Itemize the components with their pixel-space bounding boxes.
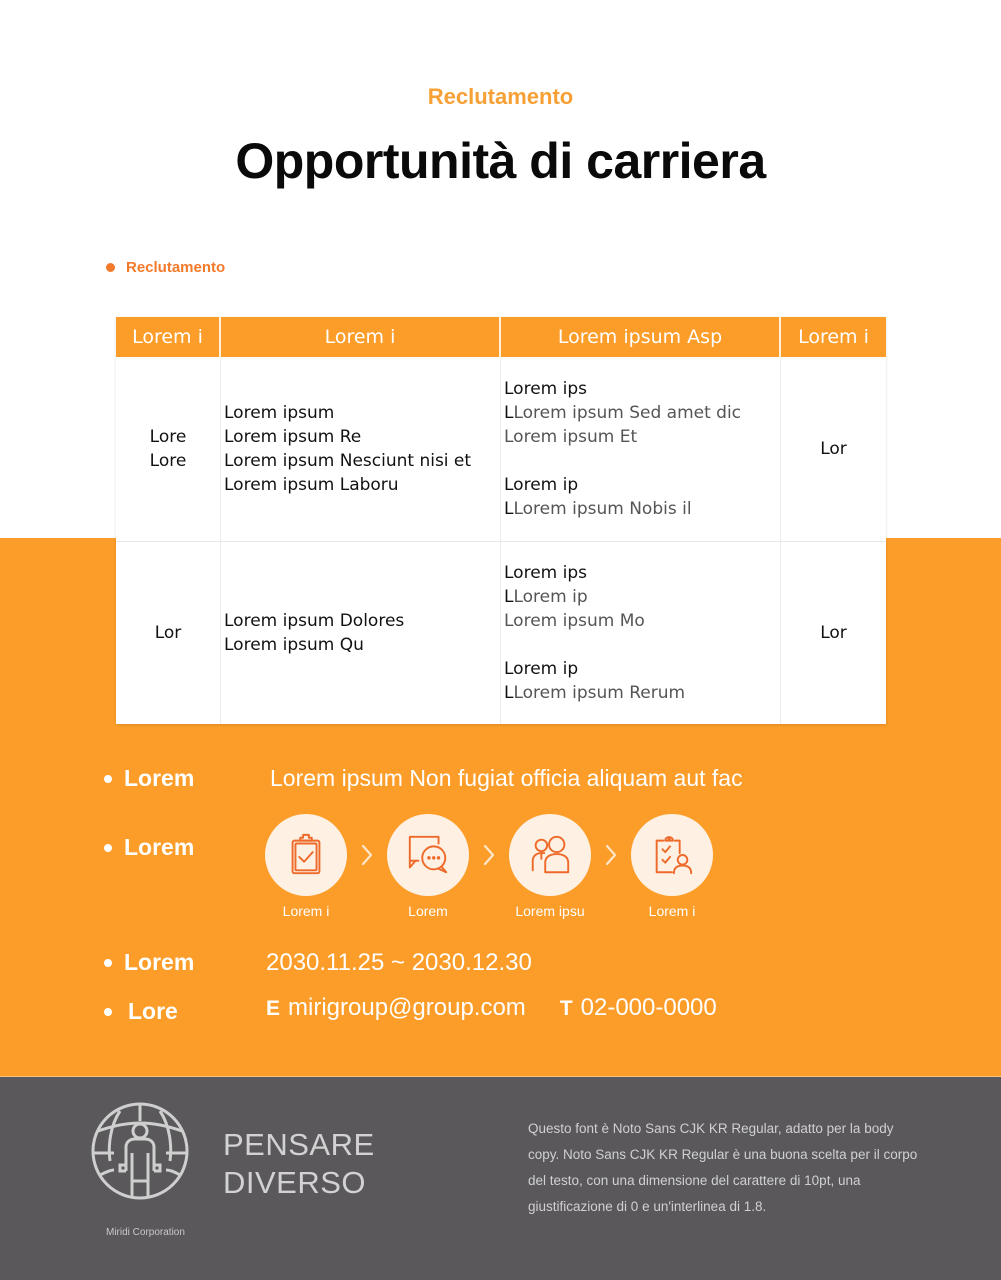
- step-caption: Lorem ipsu: [515, 903, 585, 919]
- entry-text: Lorem ipsum Rerum: [513, 683, 686, 703]
- process-step: [387, 814, 469, 919]
- info-label: Lore: [128, 998, 178, 1024]
- section-heading-label: Reclutamento: [126, 259, 226, 276]
- entry-heading: Lorem ips: [504, 563, 587, 583]
- info-row-process: [104, 834, 194, 861]
- bullet-dot-icon: [106, 263, 115, 272]
- phone-key: T: [559, 997, 573, 1020]
- cell-entry: [504, 561, 645, 633]
- checklist-person-icon: [631, 814, 713, 896]
- bullet-dot-icon: [104, 959, 112, 967]
- table-header-cell: Lorem ipsum Asp: [501, 317, 781, 357]
- bullet-dot-icon: [104, 1008, 112, 1016]
- step-caption: Lorem i: [648, 903, 696, 919]
- cell-text: Lor: [154, 623, 182, 643]
- entry-line: [504, 497, 692, 521]
- table-cell: [221, 357, 501, 541]
- section-heading: [106, 259, 225, 276]
- entry-line: [504, 401, 741, 425]
- application-period: 2030.11.25 ~ 2030.12.30: [266, 949, 532, 976]
- info-label: Lorem: [124, 765, 195, 791]
- info-row-contact: [104, 998, 178, 1025]
- table-header-cell: Lorem i: [798, 326, 869, 348]
- email-key: E: [266, 997, 281, 1020]
- contact-info: [266, 994, 717, 1022]
- brand-line: DIVERSO: [223, 1165, 367, 1200]
- entry-line: [504, 681, 685, 705]
- process-step: [265, 814, 347, 919]
- entry-prefix: L: [504, 403, 514, 423]
- info-label: Lorem: [124, 949, 195, 975]
- table-cell: [781, 357, 886, 541]
- table-header-cell: Lorem i: [221, 317, 501, 357]
- bullet-dot-icon: [104, 844, 112, 852]
- recruitment-table: [116, 317, 886, 724]
- entry-prefix: L: [504, 499, 514, 519]
- entry-line: [504, 585, 645, 609]
- entry-text: Lorem ip: [513, 587, 588, 607]
- company-name: Miridi Corporation: [106, 1227, 185, 1238]
- cell-text: Lorem ipsum Dolores: [224, 611, 405, 631]
- cell-entry: [504, 377, 741, 449]
- entry-heading: Lorem ip: [504, 475, 579, 495]
- table-row: [116, 357, 886, 542]
- email-link[interactable]: mirigroup@group.com: [288, 994, 526, 1021]
- brand-name: [223, 1126, 375, 1202]
- chat-bubbles-icon: [387, 814, 469, 896]
- chevron-right-icon: [469, 814, 509, 896]
- process-steps: [265, 814, 713, 919]
- chevron-right-icon: [347, 814, 387, 896]
- people-icon: [509, 814, 591, 896]
- cell-text: Lorem ipsum Nesciunt nisi et: [224, 451, 472, 471]
- cell-text: Lorem ipsum: [224, 403, 335, 423]
- globe-person-logo-icon: [90, 1101, 190, 1201]
- table-row: [116, 542, 886, 724]
- cell-entry: [504, 473, 692, 521]
- process-step: [631, 814, 713, 919]
- entry-heading: Lorem ips: [504, 379, 587, 399]
- info-row-period: [104, 949, 194, 976]
- phone-number[interactable]: 02-000-0000: [580, 994, 717, 1021]
- footer-note: Questo font è Noto Sans CJK KR Regular, adatto per la body copy. Noto Sans CJK KR Regular è una buona scelta per il corpo del testo, con una dimensione del carattere di 10pt, una giustificazione di 0 e un'interlinea di 1.8.: [528, 1121, 918, 1214]
- table-cell: [221, 542, 501, 724]
- info-label: Lorem: [124, 834, 195, 860]
- entry-prefix: L: [504, 683, 514, 703]
- cell-text: Lorem ipsum Re: [224, 427, 362, 447]
- entry-heading: Lorem ip: [504, 659, 579, 679]
- entry-line: Lorem ipsum Et: [504, 427, 638, 447]
- chevron-right-icon: [591, 814, 631, 896]
- bullet-dot-icon: [104, 775, 112, 783]
- entry-line: Lorem ipsum Mo: [504, 611, 645, 631]
- cell-text: Lor: [820, 623, 847, 643]
- info-description-value: Lorem ipsum Non fugiat officia aliquam aut fac: [270, 765, 743, 791]
- cell-text: Lorem ipsum Laboru: [224, 475, 399, 495]
- step-caption: Lorem: [408, 903, 448, 919]
- table-header-cell: Lorem i: [116, 317, 221, 357]
- entry-text: Lorem ipsum Nobis il: [513, 499, 692, 519]
- table-header-row: [116, 317, 886, 357]
- cell-entry: [504, 657, 685, 705]
- brand-line: PENSARE: [223, 1127, 375, 1162]
- cell-text: Lore: [149, 427, 187, 447]
- table-cell: [116, 542, 221, 724]
- cell-text: Lorem ipsum Qu: [224, 635, 364, 655]
- table-cell: [501, 357, 781, 541]
- clipboard-check-icon: [265, 814, 347, 896]
- entry-prefix: L: [504, 587, 514, 607]
- process-step: [509, 814, 591, 919]
- cell-text: Lor: [820, 439, 847, 459]
- cell-text: Lore: [149, 451, 187, 471]
- eyebrow-label: Reclutamento: [427, 84, 574, 109]
- table-cell: [781, 542, 886, 724]
- table-cell: [501, 542, 781, 724]
- entry-text: Lorem ipsum Sed amet dic: [513, 403, 742, 423]
- info-row-description: [104, 765, 194, 792]
- page-title: Opportunità di carriera: [235, 133, 766, 189]
- step-caption: Lorem i: [282, 903, 330, 919]
- table-cell: [116, 357, 221, 541]
